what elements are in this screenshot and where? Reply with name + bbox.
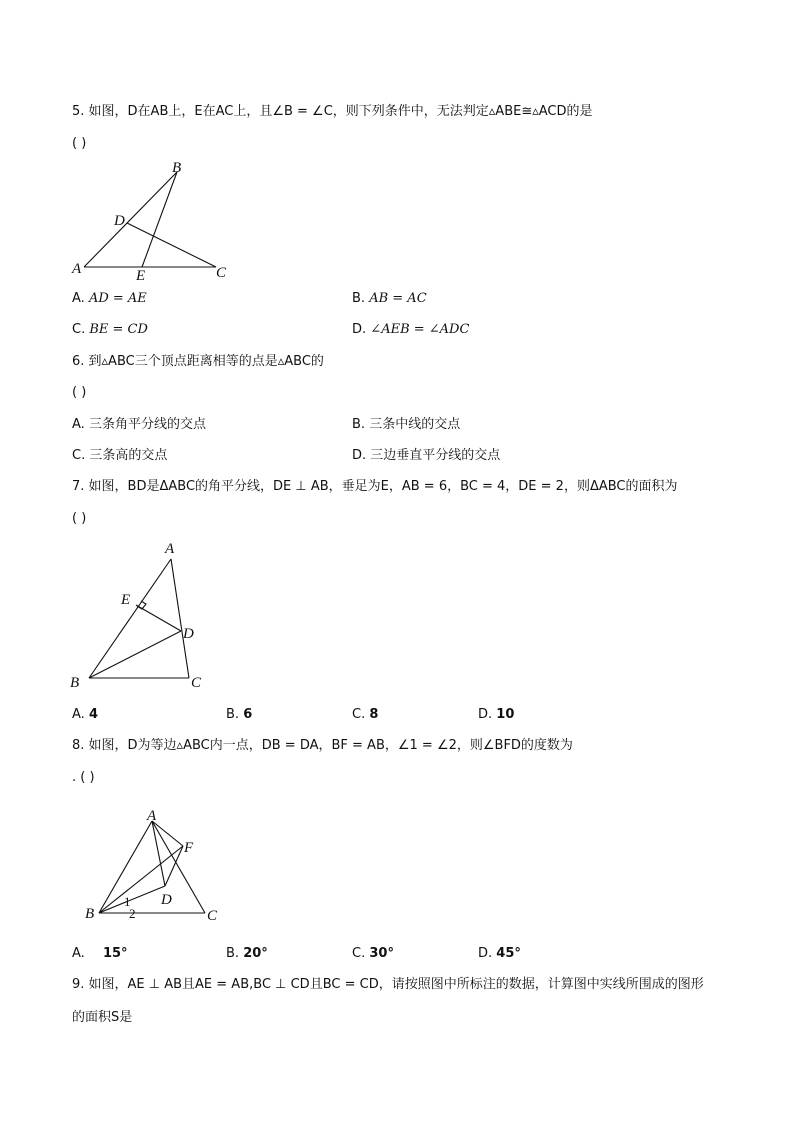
q6-option-a[interactable] [72, 417, 206, 433]
q7-option-c-key: C. [352, 707, 366, 722]
q7-stem: 7. 如图，BD是ΔABC的角平分线，DE ⊥ AB，垂足为E，AB = 6，BC = 4，DE = 2，则ΔABC的面积为 [72, 479, 678, 494]
q6-option-b-key: B. [352, 417, 366, 432]
q5-label-b: B [172, 160, 182, 176]
q5-label-c: C [216, 265, 227, 281]
q6-option-b-text: 三条中线的交点 [369, 417, 461, 432]
q5-label-e: E [136, 268, 146, 284]
q7-label-a: A [165, 541, 175, 557]
q6-option-c[interactable] [72, 448, 167, 464]
q5-option-c-text: BE = CD [89, 322, 148, 337]
q5-option-b[interactable] [352, 291, 427, 307]
q5-option-c-key: C. [72, 322, 86, 337]
q7-figure [70, 535, 220, 695]
q8-option-b-text: 20° [243, 946, 268, 961]
q5-figure [70, 155, 240, 285]
q8-label-f: F [184, 840, 194, 856]
q9-stem-line-2: 的面积S是 [72, 1010, 133, 1025]
q8-option-c-text: 30° [369, 946, 394, 961]
q7-option-b[interactable] [226, 707, 252, 723]
q6-option-c-key: C. [72, 448, 86, 463]
q8-option-d[interactable] [478, 946, 521, 962]
q6-option-d-text: 三边垂直平分线的交点 [370, 448, 501, 463]
q6-option-d[interactable] [352, 448, 500, 464]
q8-option-a-text: 15° [102, 946, 128, 961]
q7-option-b-text: 6 [243, 707, 253, 722]
q6-option-b[interactable] [352, 417, 460, 433]
q8-label-d: D [161, 892, 172, 908]
q7-option-a[interactable] [72, 707, 98, 723]
q7-option-d-text: 10 [496, 707, 515, 722]
q8-option-b[interactable] [226, 946, 268, 962]
q6-paren: ( ) [72, 385, 87, 400]
q7-option-d[interactable] [478, 707, 514, 723]
q8-paren: . ( ) [72, 770, 95, 785]
q8-stem: 8. 如图，D为等边▵ABC内一点，DB = DA，BF = AB，∠1 = ∠2，则∠BFD的度数为 [72, 738, 573, 753]
q6-option-a-text: 三条角平分线的交点 [88, 417, 206, 432]
q8-angle-2-label: 2 [129, 906, 136, 921]
q5-option-b-key: B. [352, 291, 366, 306]
q7-label-d: D [183, 626, 194, 642]
q8-figure [82, 800, 232, 930]
q5-option-c[interactable] [72, 322, 148, 338]
q8-option-c-key: C. [352, 946, 366, 961]
q5-label-a: A [72, 261, 82, 277]
q7-option-d-key: D. [478, 707, 493, 722]
q5-option-d-text: ∠AEB = ∠ADC [370, 322, 470, 337]
q5-option-d[interactable] [352, 322, 469, 338]
q5-stem: 5. 如图，D在AB上，E在AC上，且∠B = ∠C，则下列条件中，无法判定▵ABE≅▵ACD的是 [72, 104, 593, 119]
q5-option-a-text: AD = AE [88, 291, 147, 306]
q6-stem: 6. 到▵ABC三个顶点距离相等的点是▵ABC的 [72, 354, 324, 369]
q8-label-c: C [207, 908, 218, 924]
q6-option-c-text: 三条高的交点 [89, 448, 168, 463]
q7-label-b: B [70, 675, 80, 691]
q8-angle-1-label: 1 [124, 894, 131, 909]
q5-label-d: D [114, 213, 125, 229]
q7-label-e: E [121, 592, 131, 608]
q9-stem-line-1: 9. 如图，AE ⊥ AB且AE = AB,BC ⊥ CD且BC = CD，请按照图中所标注的数据，计算图中实线所围成的图形 [72, 977, 704, 992]
q8-option-d-key: D. [478, 946, 493, 961]
q8-label-a: A [147, 808, 157, 824]
q6-option-d-key: D. [352, 448, 367, 463]
q5-paren: ( ) [72, 136, 87, 151]
q7-option-c-text: 8 [369, 707, 379, 722]
q5-option-a-key: A. [72, 291, 85, 306]
q7-paren: ( ) [72, 511, 87, 526]
q8-option-d-text: 45° [496, 946, 521, 961]
q7-label-c: C [191, 675, 202, 691]
q7-option-a-text: 4 [88, 707, 98, 722]
q5-option-a[interactable] [72, 291, 147, 307]
q8-option-a[interactable] [72, 946, 128, 962]
q6-option-a-key: A. [72, 417, 85, 432]
q8-option-b-key: B. [226, 946, 240, 961]
q5-option-d-key: D. [352, 322, 367, 337]
q5-option-b-text: AB = AC [369, 291, 427, 306]
q8-label-b: B [85, 906, 95, 922]
q7-option-a-key: A. [72, 707, 85, 722]
q8-option-a-key: A. [72, 946, 85, 961]
q8-option-c[interactable] [352, 946, 394, 962]
q7-option-b-key: B. [226, 707, 240, 722]
q7-option-c[interactable] [352, 707, 378, 723]
